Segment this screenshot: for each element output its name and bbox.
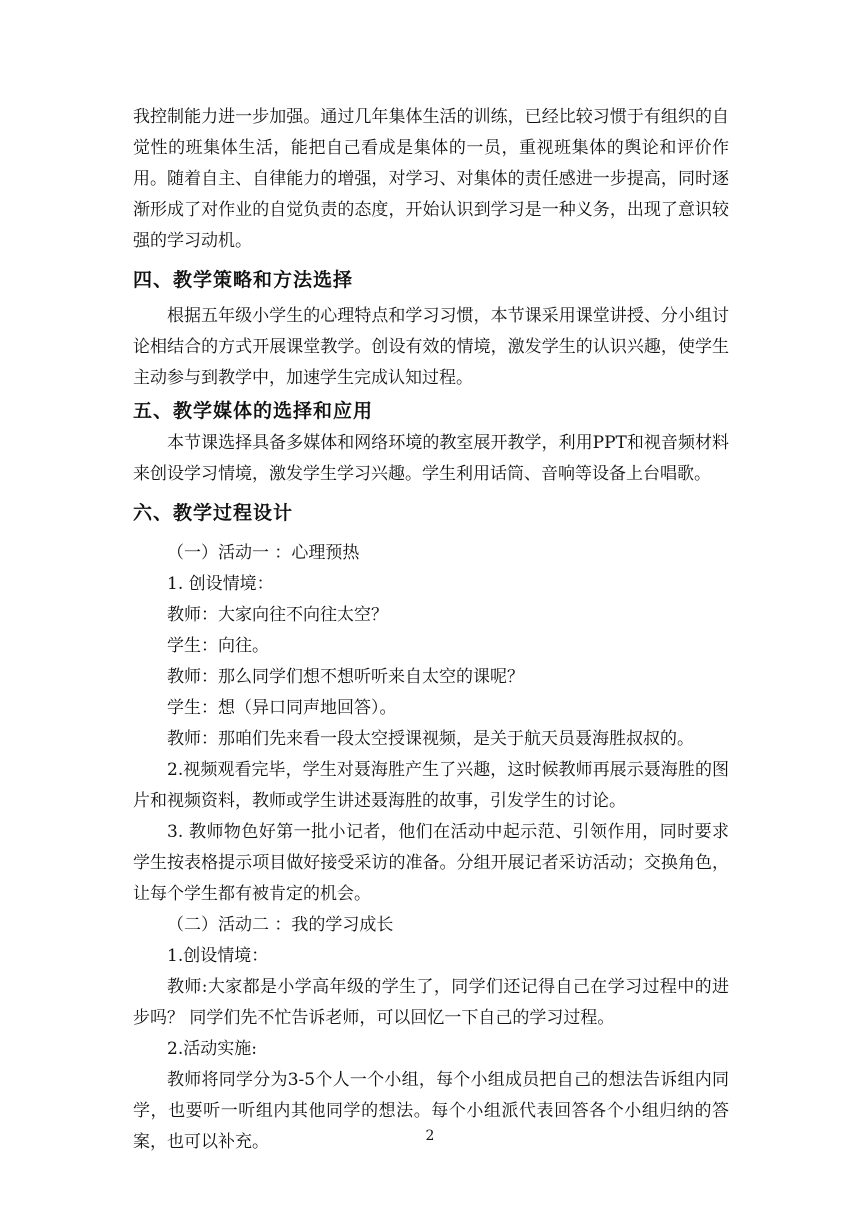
activity-1-step-1: 1. 创设情境： xyxy=(167,574,274,594)
section-4-body: 根据五年级小学生的心理特点和学习习惯，本节课采用课堂讲授、分小组讨论相结合的方式开展课堂教学。创设有效的情境，激发学生的认识兴趣，使学生主动参与到教学中，加速学生完成认知过程。 xyxy=(133,306,729,388)
activity-2-title: （二）活动二 ：我的学习成长 xyxy=(167,915,394,935)
activity-2-step-1: 1.创设情境： xyxy=(167,946,269,966)
page-number: 2 xyxy=(425,1128,435,1144)
activity-1-title: （一）活动一 ：心理预热 xyxy=(167,543,360,563)
dialog-line: 学生：想（异口同声地回答）。 xyxy=(167,698,397,718)
dialog-line: 教师：那咱们先来看一段太空授课视频，是关于航天员聂海胜叔叔的。 xyxy=(167,729,694,749)
activity-1-step-3: 3. 教师物色好第一批小记者，他们在活动中起示范、引领作用，同时要求学生按表格提示项目做好接受采访的准备。分组开展记者采访活动；交换角色，让每个学生都有被肯定的机会。 xyxy=(133,822,729,904)
activity-1-step-2: 2.视频观看完毕，学生对聂海胜产生了兴趣，这时候教师再展示聂海胜的图片和视频资料，教师或学生讲述聂海胜的故事，引发学生的讨论。 xyxy=(133,760,729,811)
dialog-line: 教师：那么同学们想不想听听来自太空的课呢？ xyxy=(167,667,524,687)
intro-paragraph: 我控制能力进一步加强。通过几年集体生活的训练，已经比较习惯于有组织的自觉性的班集体生活，能把自己看成是集体的一员，重视班集体的舆论和评价作用。随着自主、自律能力的增强，对学习、对集体的责任感进一步提高，同时逐渐形成了对作业的自觉负责的态度，开始认识到学习是一种义务，出现了意识较强的学习动机。 xyxy=(133,107,729,251)
section-5-heading: 五、教学媒体的选择和应用 xyxy=(133,400,374,422)
dialog-line: 教师：大家向往不向往太空？ xyxy=(167,605,388,625)
section-5-body: 本节课选择具备多媒体和网络环境的教室展开教学，利用PPT和视音频材料来创设学习情境，激发学生学习兴趣。学生利用话筒、音响等设备上台唱歌。 xyxy=(133,433,729,484)
section-6-heading: 六、教学过程设计 xyxy=(133,502,294,524)
activity-2-step-2: 2.活动实施: xyxy=(167,1039,257,1059)
activity-2-implementation: 教师将同学分为3-5个人一个小组，每个小组成员把自己的想法告诉组内同学，也要听一听组内其他同学的想法。每个小组派代表回答各个小组归纳的答案，也可以补充。 xyxy=(133,1070,729,1152)
dialog-line: 学生：向往。 xyxy=(167,636,269,656)
section-4-heading: 四、教学策略和方法选择 xyxy=(133,269,354,291)
page-content xyxy=(133,102,729,1158)
activity-2-teacher-line: 教师:大家都是小学高年级的学生了，同学们还记得自己在学习过程中的进步吗？ 同学们先不忙告诉老师，可以回忆一下自己的学习过程。 xyxy=(133,977,729,1028)
